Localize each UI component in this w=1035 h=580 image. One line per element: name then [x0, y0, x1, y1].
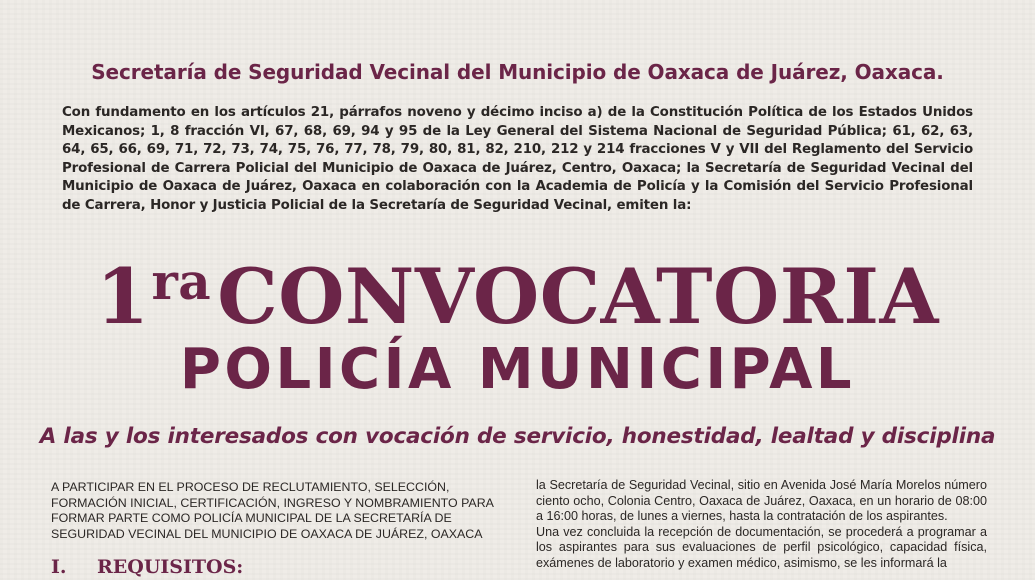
section-number: I.	[51, 556, 67, 578]
title-main: CONVOCATORIA	[217, 252, 939, 341]
invitation-paragraph: A PARTICIPAR EN EL PROCESO DE RECLUTAMIENTO, SELECCIÓN, FORMACIÓN INICIAL, CERTIFICACIÓN, INGRESO Y NOMBRAMIENTO PARA FORMAR PARTE COMO POLICÍA MUNICIPAL DE LA SECRETARÍA DE SEGURIDAD VECINAL DEL MUNICIPIO DE OAXACA DE JUÁREZ, OAXACA	[51, 480, 494, 541]
evaluation-paragraph: Una vez concluida la recepción de documentación, se procederá a programar a los aspirantes para sus evaluaciones de perfil psicológico, capacidad física, exámenes de laboratorio y examen médico, asimismo, se les informará la	[536, 524, 987, 570]
agency-header: Secretaría de Seguridad Vecinal del Municipio de Oaxaca de Juárez, Oaxaca.	[91, 60, 944, 84]
convocatoria-title	[0, 232, 1035, 347]
tagline: A las y los interesados con vocación de servicio, honestidad, lealtad y disciplina	[39, 424, 996, 449]
right-column	[536, 478, 987, 572]
section-requisitos-heading	[51, 556, 243, 578]
location-paragraph: la Secretaría de Seguridad Vecinal, sitio en Avenida José María Morelos número ciento ocho, Colonia Centro, Oaxaca de Juárez, Oaxaca, en un horario de 08:00 a 16:00 horas, de lunes a viernes, hasta la contratación de los aspirantes.	[536, 478, 987, 524]
ordinal-suffix: ra	[151, 252, 212, 311]
section-title: REQUISITOS:	[97, 556, 244, 578]
ordinal-number: 1	[96, 252, 150, 341]
legal-foundation-paragraph: Con fundamento en los artículos 21, párrafos noveno y décimo inciso a) de la Constitución Política de los Estados Unidos Mexicanos; 1, 8 fracción VI, 67, 68, 69, 94 y 95 de la Ley General del Sistema Nacional de Seguridad Pública; 61, 62, 63, 64, 65, 66, 69, 71, 72, 73, 74, 75, 76, 77, 78, 79, 80, 81, 82, 210, 212 y 214 fracciones V y VII del Reglamento del Servicio Profesional de Carrera Policial del Municipio de Oaxaca de Juárez, Centro, Oaxaca; la Secretaría de Seguridad Vecinal del Municipio de Oaxaca de Juárez, Oaxaca en colaboración con la Academia de Policía y la Comisión del Servicio Profesional de Carrera, Honor y Justicia Policial de la Secretaría de Seguridad Vecinal, emiten la:	[62, 105, 973, 213]
policia-municipal-subtitle: POLICÍA MUNICIPAL	[179, 337, 856, 402]
